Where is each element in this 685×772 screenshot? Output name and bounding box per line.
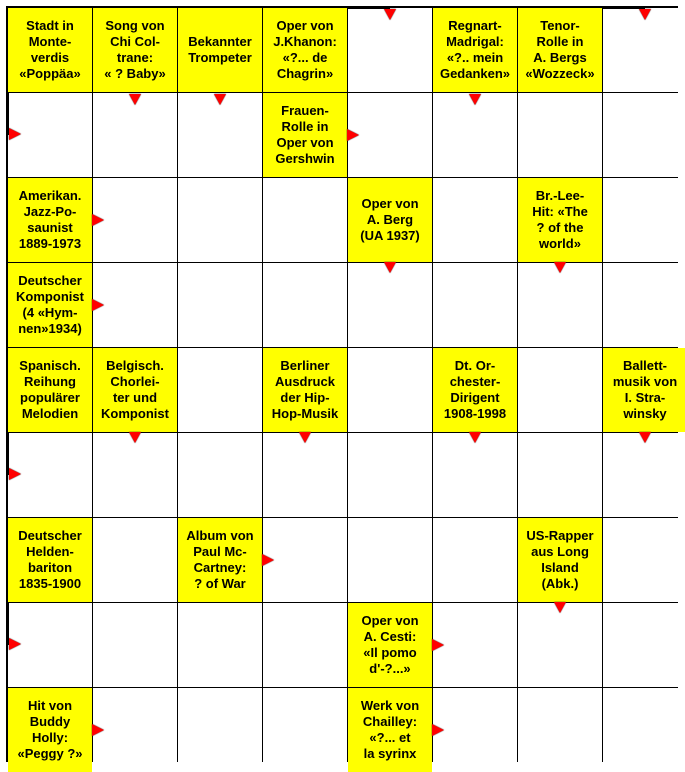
- clue-text: Berliner Ausdruck der Hip- Hop-Musik: [271, 358, 339, 421]
- answer-cell[interactable]: [348, 433, 432, 517]
- arrow-right-icon: [432, 724, 444, 736]
- clue-text: Spanisch. Reihung populärer Melodien: [19, 358, 81, 421]
- clue-cell: [518, 8, 602, 92]
- clue-cell: [348, 603, 432, 687]
- answer-cell[interactable]: [263, 688, 347, 772]
- arrow-right-icon: [92, 724, 104, 736]
- answer-cell[interactable]: [433, 518, 517, 602]
- clue-cell: [178, 8, 262, 92]
- clue-text: Song von Chi Col- trane: « ? Baby»: [104, 18, 166, 81]
- clue-text: Deutscher Helden- bariton 1835-1900: [18, 528, 82, 591]
- clue-cell: [518, 518, 602, 602]
- clue-text: Ballett- musik von I. Stra- winsky: [612, 358, 678, 421]
- answer-cell[interactable]: [178, 178, 262, 262]
- answer-cell[interactable]: [518, 433, 602, 517]
- clue-text: Oper von A. Berg (UA 1937): [360, 196, 420, 243]
- answer-cell[interactable]: [178, 603, 262, 687]
- clue-text: Regnart- Madrigal: «?.. mein Gedanken»: [439, 18, 511, 81]
- clue-cell: [8, 178, 92, 262]
- answer-cell[interactable]: [348, 518, 432, 602]
- clue-text: Br.-Lee- Hit: «The ? of the world»: [532, 188, 588, 251]
- answer-cell[interactable]: [433, 433, 517, 517]
- arrow-right-icon: [9, 638, 21, 650]
- arrow-down-icon: [384, 9, 396, 20]
- answer-cell[interactable]: [93, 178, 177, 262]
- answer-cell[interactable]: [93, 518, 177, 602]
- clue-cell: [93, 8, 177, 92]
- arrow-down-icon: [469, 432, 481, 443]
- answer-cell[interactable]: [93, 93, 177, 177]
- answer-cell[interactable]: [93, 263, 177, 347]
- answer-cell[interactable]: [263, 433, 347, 517]
- arrow-down-icon: [384, 262, 396, 273]
- answer-cell[interactable]: [433, 178, 517, 262]
- arrow-down-icon: [299, 432, 311, 443]
- clue-text: Werk von Chailley: «?... et la syrinx: [360, 698, 420, 761]
- arrow-right-icon: [432, 639, 444, 651]
- answer-cell[interactable]: [518, 93, 602, 177]
- clue-text: US-Rapper aus Long Island (Abk.): [526, 528, 594, 591]
- clue-cell: [348, 178, 432, 262]
- clue-text: Dt. Or- chester- Dirigent 1908-1998: [443, 358, 507, 421]
- clue-cell: [263, 348, 347, 432]
- answer-cell[interactable]: [93, 603, 177, 687]
- answer-cell[interactable]: [263, 263, 347, 347]
- arrow-right-icon: [92, 299, 104, 311]
- clue-cell: [8, 263, 92, 347]
- answer-cell[interactable]: [348, 8, 432, 92]
- arrow-down-icon: [554, 602, 566, 613]
- clue-text: Bekannter Trompeter: [188, 34, 252, 65]
- clue-cell: [603, 348, 685, 432]
- arrow-right-icon: [9, 128, 21, 140]
- clue-cell: [263, 93, 347, 177]
- crossword-grid: [6, 6, 678, 762]
- clue-cell: [433, 8, 517, 92]
- clue-text: Amerikan. Jazz-Po- saunist 1889-1973: [18, 188, 82, 251]
- answer-cell[interactable]: [178, 433, 262, 517]
- clue-text: Stadt in Monte- verdis «Poppäa»: [19, 18, 81, 81]
- clue-cell: [8, 688, 92, 772]
- answer-cell[interactable]: [263, 603, 347, 687]
- answer-cell[interactable]: [263, 178, 347, 262]
- clue-cell: [178, 518, 262, 602]
- clue-cell: [8, 518, 92, 602]
- clue-text: Belgisch. Chorlei- ter und Komponist: [101, 358, 169, 421]
- arrow-down-icon: [639, 432, 651, 443]
- answer-cell[interactable]: [348, 93, 432, 177]
- answer-cell[interactable]: [8, 433, 92, 517]
- answer-cell[interactable]: [178, 348, 262, 432]
- answer-cell[interactable]: [8, 93, 92, 177]
- answer-cell[interactable]: [178, 93, 262, 177]
- answer-cell[interactable]: [93, 688, 177, 772]
- answer-cell[interactable]: [603, 178, 685, 262]
- clue-text: Tenor- Rolle in A. Bergs «Wozzeck»: [525, 18, 595, 81]
- clue-text: Oper von A. Cesti: «Il pomo d'-?...»: [361, 613, 419, 676]
- clue-text: Frauen- Rolle in Oper von Gershwin: [275, 103, 335, 166]
- answer-cell[interactable]: [433, 688, 517, 772]
- clue-cell: [263, 8, 347, 92]
- arrow-right-icon: [347, 129, 359, 141]
- clue-text: Deutscher Komponist (4 «Hym- nen»1934): [16, 273, 84, 336]
- answer-cell[interactable]: [348, 263, 432, 347]
- answer-cell[interactable]: [518, 348, 602, 432]
- answer-cell[interactable]: [348, 348, 432, 432]
- clue-cell: [8, 348, 92, 432]
- answer-cell[interactable]: [178, 263, 262, 347]
- answer-cell[interactable]: [433, 603, 517, 687]
- clue-text: Oper von J.Khanon: «?... de Chagrin»: [273, 18, 337, 81]
- arrow-down-icon: [129, 432, 141, 443]
- answer-cell[interactable]: [178, 688, 262, 772]
- arrow-down-icon: [214, 94, 226, 105]
- clue-text: Hit von Buddy Holly: «Peggy ?»: [17, 698, 83, 761]
- arrow-right-icon: [262, 554, 274, 566]
- arrow-right-icon: [92, 214, 104, 226]
- answer-cell[interactable]: [603, 8, 685, 92]
- clue-text: Album von Paul Mc- Cartney: ? of War: [186, 528, 254, 591]
- answer-cell[interactable]: [433, 263, 517, 347]
- answer-cell[interactable]: [518, 603, 602, 687]
- answer-cell[interactable]: [8, 603, 92, 687]
- clue-cell: [8, 8, 92, 92]
- clue-cell: [518, 178, 602, 262]
- clue-cell: [348, 688, 432, 772]
- answer-cell[interactable]: [603, 603, 685, 687]
- answer-cell[interactable]: [518, 263, 602, 347]
- answer-cell[interactable]: [93, 433, 177, 517]
- clue-cell: [433, 348, 517, 432]
- arrow-down-icon: [129, 94, 141, 105]
- answer-cell[interactable]: [603, 518, 685, 602]
- answer-cell[interactable]: [433, 93, 517, 177]
- clue-cell: [93, 348, 177, 432]
- answer-cell[interactable]: [603, 688, 685, 772]
- arrow-down-icon: [469, 94, 481, 105]
- arrow-right-icon: [9, 468, 21, 480]
- answer-cell[interactable]: [518, 688, 602, 772]
- arrow-down-icon: [554, 262, 566, 273]
- answer-cell[interactable]: [603, 433, 685, 517]
- answer-cell[interactable]: [603, 263, 685, 347]
- arrow-down-icon: [639, 9, 651, 20]
- answer-cell[interactable]: [603, 93, 685, 177]
- answer-cell[interactable]: [263, 518, 347, 602]
